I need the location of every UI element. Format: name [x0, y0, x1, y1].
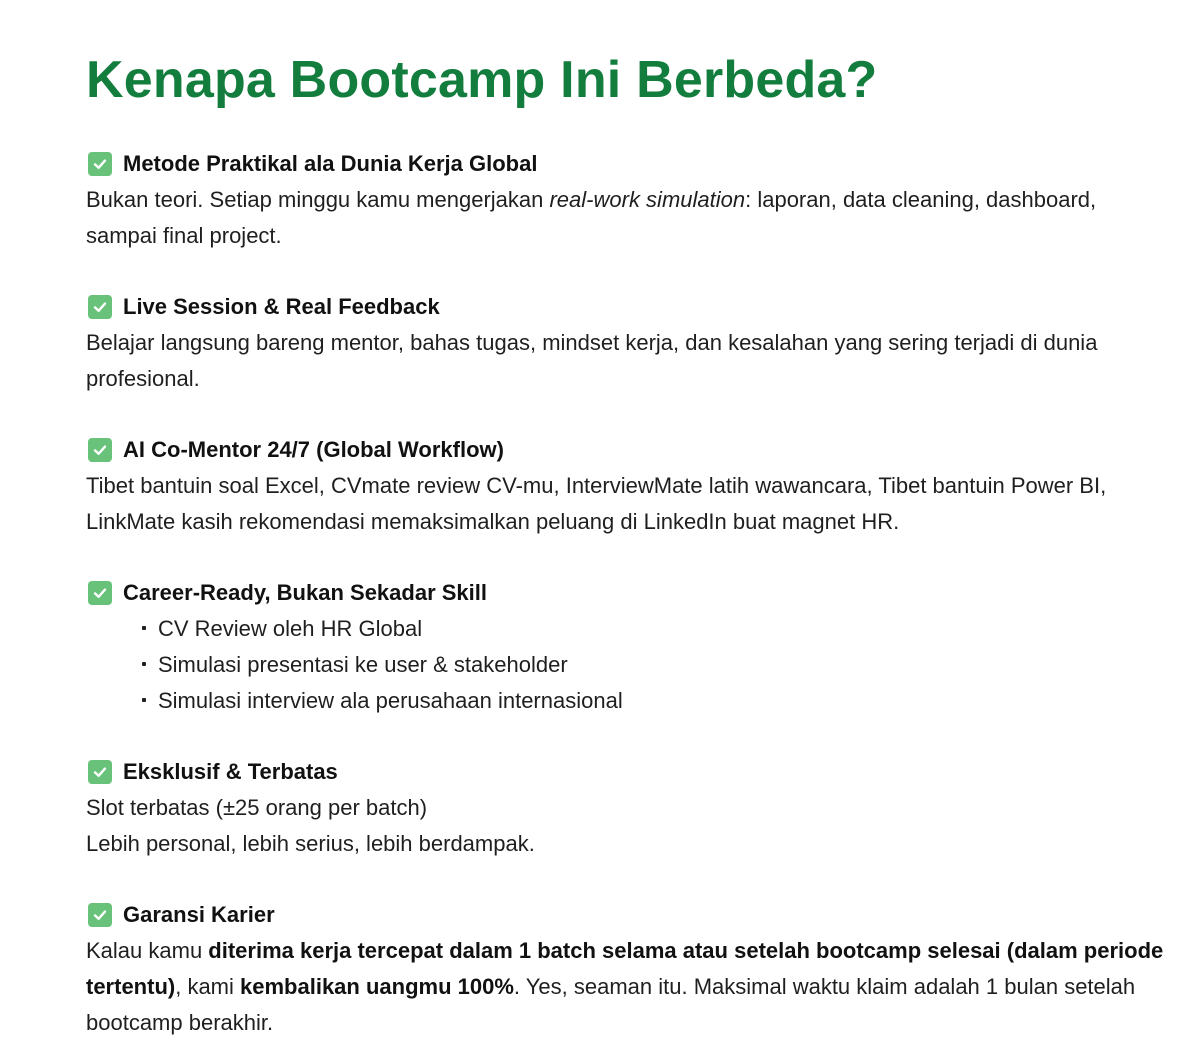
feature-description-line: Lebih personal, lebih serius, lebih berdampak.: [86, 831, 535, 856]
bullet-dot-icon: [142, 626, 146, 630]
check-box-icon: [88, 152, 112, 176]
feature-practical-method: [86, 146, 1166, 254]
feature-title: AI Co-Mentor 24/7 (Global Workflow): [123, 437, 504, 462]
check-box-icon: [88, 903, 112, 927]
check-box-icon: [88, 581, 112, 605]
description-emphasis: real-work simulation: [549, 187, 746, 212]
feature-description: [86, 933, 1166, 1041]
feature-description: [86, 182, 1166, 254]
description-text: : laporan, data cleaning, dashboard, sampai final project.: [86, 187, 1097, 248]
page-content: [86, 50, 1166, 1041]
feature-description: Belajar langsung bareng mentor, bahas tugas, mindset kerja, dan kesalahan yang sering terjadi di dunia profesional.: [86, 330, 1098, 391]
feature-heading: [88, 754, 1166, 790]
feature-title: Eksklusif & Terbatas: [123, 759, 338, 784]
description-text: Kalau kamu: [86, 938, 209, 963]
career-bullet-list: [86, 611, 1166, 719]
description-bold: kembalikan uangmu 100%: [240, 974, 514, 999]
bullet-dot-icon: [142, 698, 146, 702]
list-item: [142, 647, 1166, 683]
feature-list: [86, 146, 1166, 1041]
feature-heading: [88, 575, 1166, 611]
feature-heading: [88, 146, 1166, 182]
check-box-icon: [88, 760, 112, 784]
feature-title: Metode Praktikal ala Dunia Kerja Global: [123, 151, 538, 176]
feature-description: Tibet bantuin soal Excel, CVmate review CV-mu, InterviewMate latih wawancara, Tibet bantuin Power BI, LinkMate kasih rekomendasi memaksimalkan peluang di LinkedIn buat magnet HR.: [86, 473, 1107, 534]
list-item: [142, 611, 1166, 647]
feature-description-line: Slot terbatas (±25 orang per batch): [86, 795, 428, 820]
list-item: [142, 683, 1166, 719]
feature-heading: [88, 432, 1166, 468]
feature-career-ready: [86, 575, 1166, 719]
feature-heading: [88, 897, 1166, 933]
description-text: , kami: [175, 974, 241, 999]
description-text: . Yes, seaman itu. Maksimal waktu klaim adalah 1 bulan setelah bootcamp berakhir.: [86, 974, 1136, 1035]
list-item-text: Simulasi interview ala perusahaan internasional: [158, 688, 623, 713]
feature-exclusive: [86, 754, 1166, 862]
feature-title: Career-Ready, Bukan Sekadar Skill: [123, 580, 487, 605]
feature-title: Garansi Karier: [123, 902, 275, 927]
feature-title: Live Session & Real Feedback: [123, 294, 440, 319]
check-box-icon: [88, 438, 112, 462]
list-item-text: CV Review oleh HR Global: [158, 616, 423, 641]
description-text: Bukan teori. Setiap minggu kamu mengerjakan: [86, 187, 550, 212]
bullet-dot-icon: [142, 662, 146, 666]
feature-career-guarantee: [86, 897, 1166, 1041]
feature-ai-co-mentor: [86, 432, 1166, 540]
feature-live-session: [86, 289, 1166, 397]
check-box-icon: [88, 295, 112, 319]
page-title: Kenapa Bootcamp Ini Berbeda?: [86, 51, 878, 109]
list-item-text: Simulasi presentasi ke user & stakeholder: [158, 652, 568, 677]
feature-heading: [88, 289, 1166, 325]
description-bold: diterima kerja tercepat dalam 1 batch selama atau setelah bootcamp selesai (dalam periode tertentu): [86, 938, 1164, 999]
